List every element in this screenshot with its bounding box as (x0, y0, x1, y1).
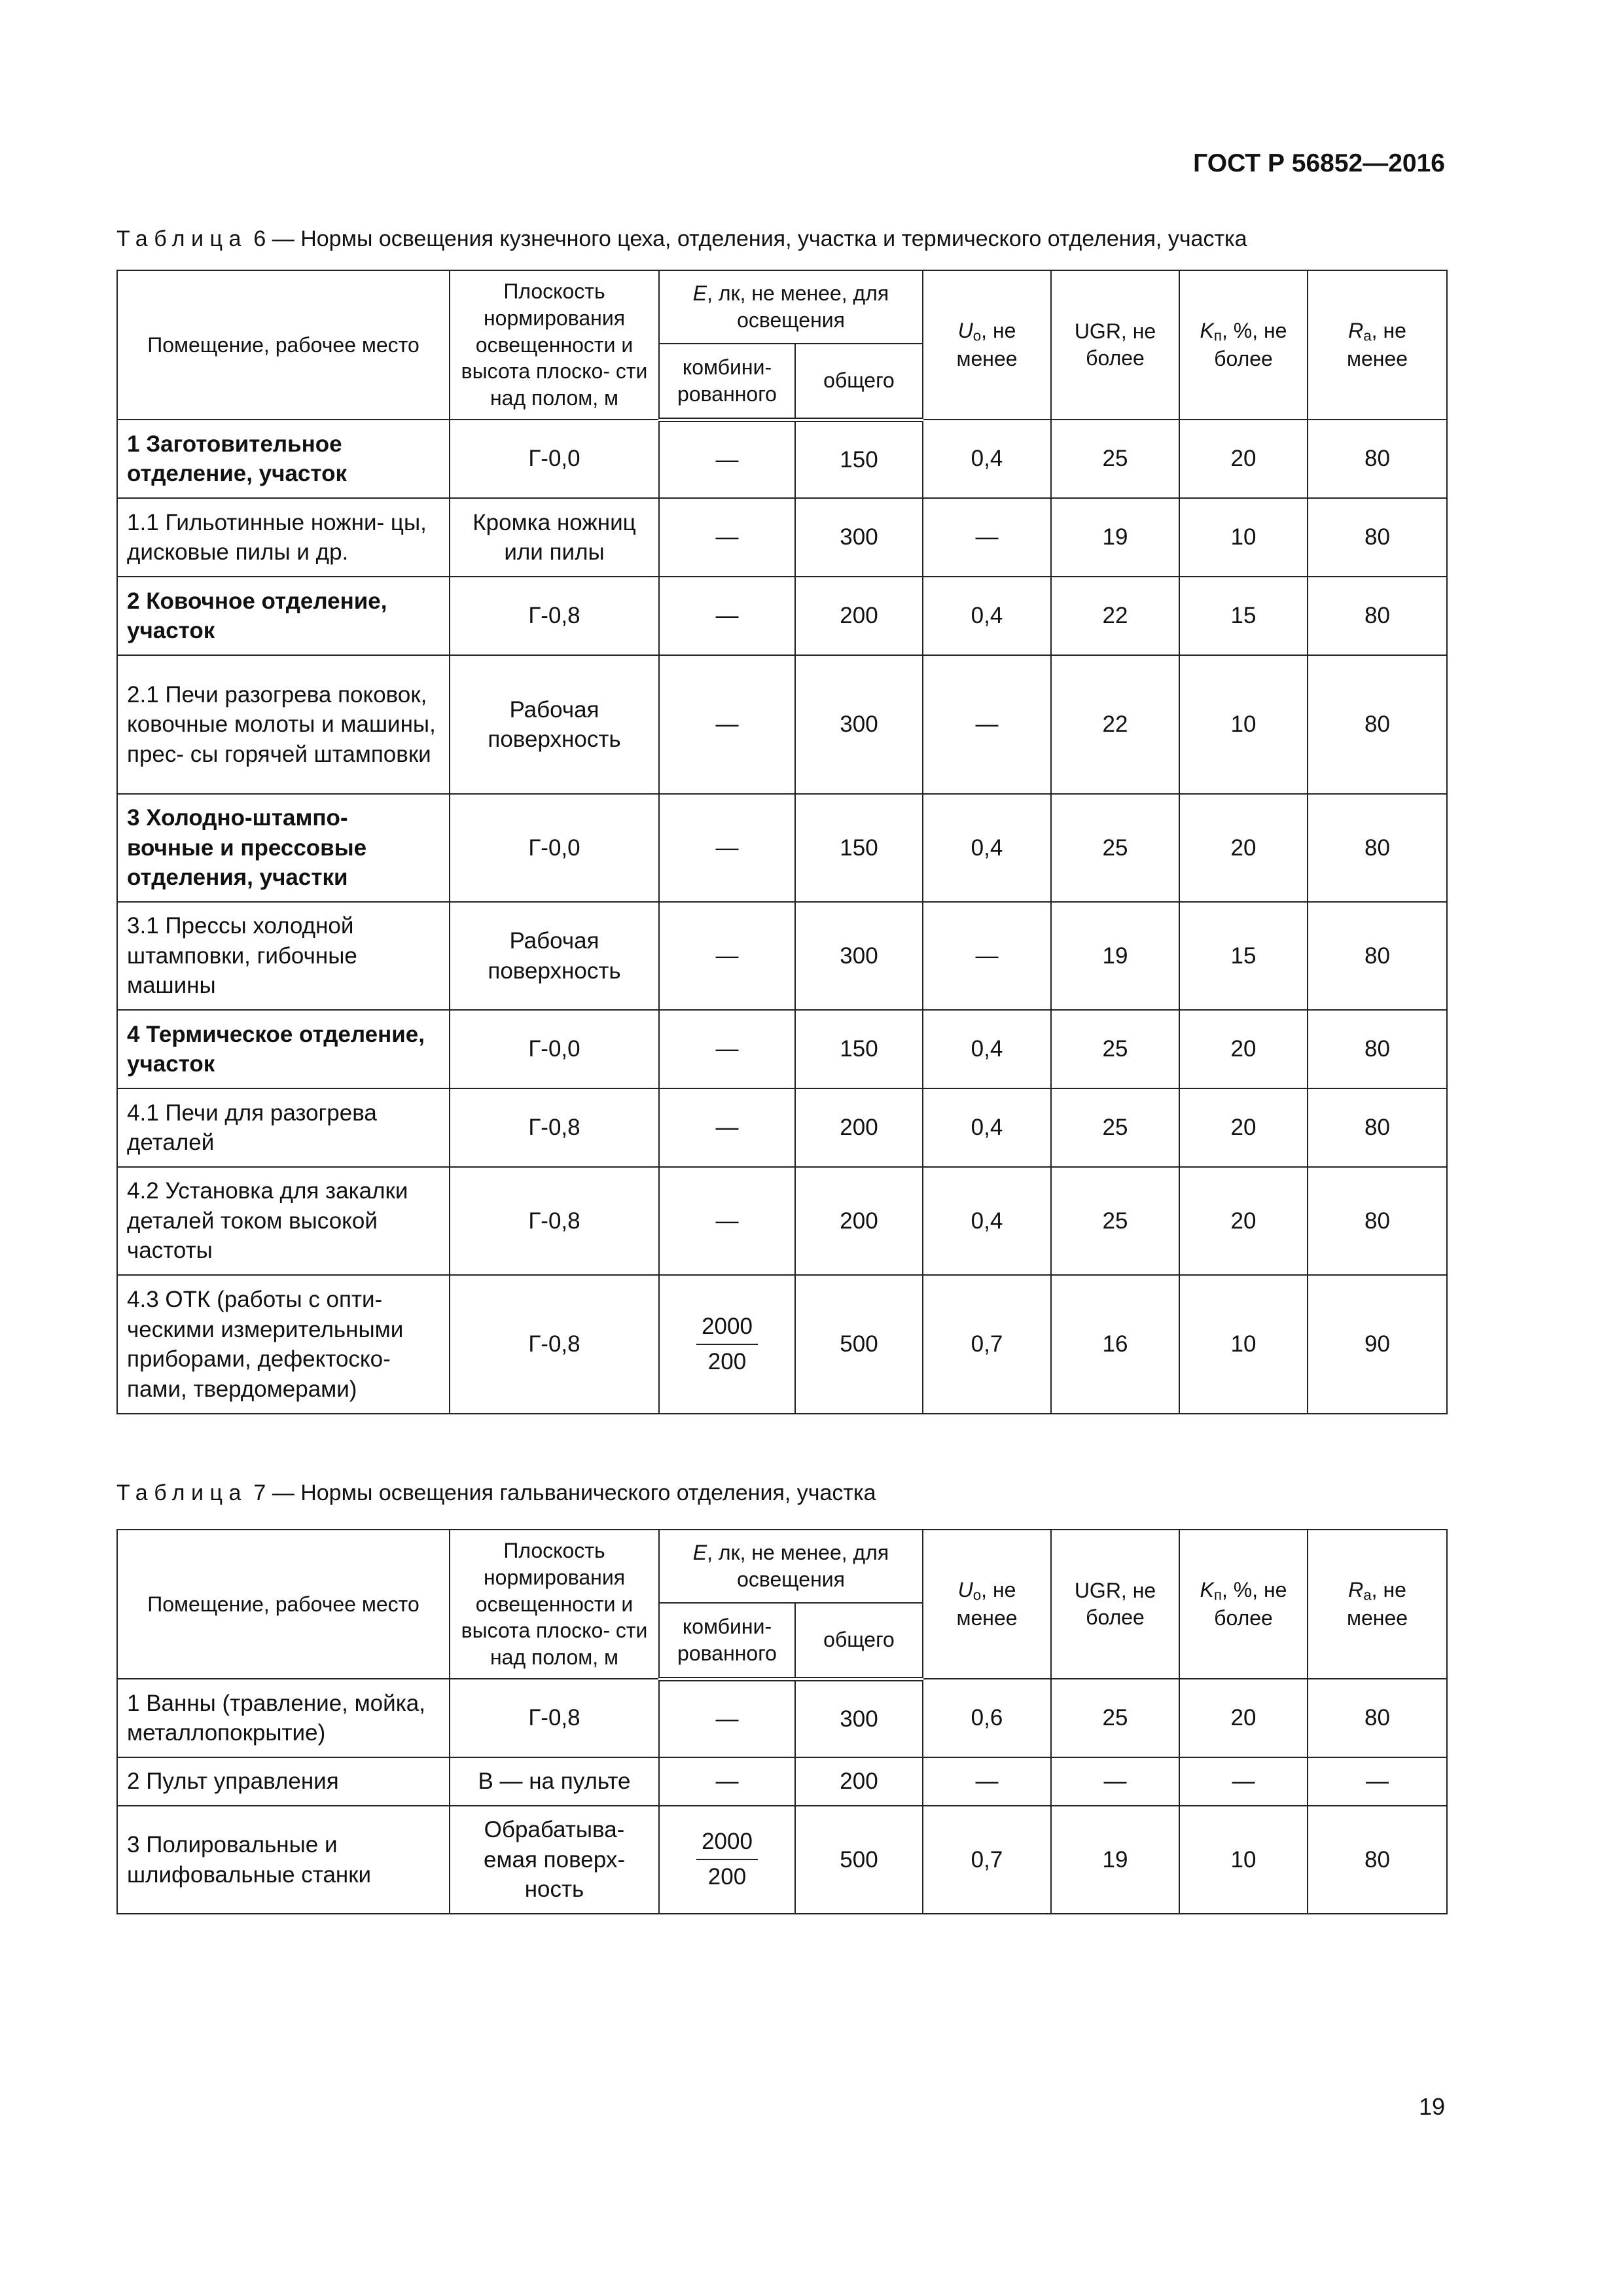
row-plane: В — на пульте (450, 1757, 659, 1806)
row-e-general: 150 (795, 794, 923, 902)
row-name: 4 Термическое отделение, участок (117, 1010, 450, 1088)
row-ra: 80 (1308, 794, 1447, 902)
row-ra: 80 (1308, 1010, 1447, 1088)
row-ugr: 25 (1051, 1010, 1179, 1088)
table-row (117, 577, 1447, 655)
row-plane: Г-0,8 (450, 1679, 659, 1757)
row-uo: 0,4 (923, 794, 1051, 902)
row-name: 1 Ванны (травление, мойка, металлопокрытие) (117, 1679, 450, 1757)
row-name: 3.1 Прессы холодной штамповки, гибочные машины (117, 902, 450, 1010)
row-e-combined: — (659, 498, 795, 577)
row-ugr: 16 (1051, 1275, 1179, 1414)
header-uo (923, 270, 1051, 420)
row-kp: 20 (1179, 420, 1308, 498)
row-kp: 10 (1179, 1275, 1308, 1414)
row-e-general: 500 (795, 1806, 923, 1914)
table-7-caption (116, 1480, 876, 1506)
fraction-denominator: 200 (707, 1864, 747, 1890)
row-uo: — (923, 902, 1051, 1010)
row-ugr: 25 (1051, 420, 1179, 498)
row-kp: 20 (1179, 1679, 1308, 1757)
row-ra: 80 (1308, 1088, 1447, 1167)
row-ra: 80 (1308, 1679, 1447, 1757)
header-ra-subscript: a (1363, 1587, 1372, 1604)
row-uo: 0,7 (923, 1275, 1051, 1414)
header-kp-symbol: K (1200, 319, 1214, 343)
table-row (117, 1010, 1447, 1088)
row-e-general: 500 (795, 1275, 923, 1414)
row-uo: 0,4 (923, 1088, 1051, 1167)
row-uo: — (923, 498, 1051, 577)
table-row (117, 1088, 1447, 1167)
header-room: Помещение, рабочее место (117, 270, 450, 420)
header-general: общего (795, 344, 923, 420)
row-e-combined: — (659, 1167, 795, 1275)
row-ra: 90 (1308, 1275, 1447, 1414)
row-ugr: 25 (1051, 1167, 1179, 1275)
row-e-combined: — (659, 1679, 795, 1757)
row-ra: 80 (1308, 655, 1447, 794)
row-kp: 20 (1179, 1088, 1308, 1167)
row-e-combined: — (659, 1088, 795, 1167)
header-uo (923, 1530, 1051, 1679)
header-ra-symbol: R (1348, 319, 1364, 343)
header-general: общего (795, 1603, 923, 1679)
row-ra: 80 (1308, 902, 1447, 1010)
row-e-general: 200 (795, 1757, 923, 1806)
header-e-text: , лк, не менее, для освещения (707, 1541, 889, 1591)
header-ra-text: , не менее (1346, 319, 1408, 371)
table-7 (116, 1529, 1448, 1914)
row-plane: Г-0,8 (450, 1275, 659, 1414)
row-uo: 0,4 (923, 1010, 1051, 1088)
row-kp: 20 (1179, 1010, 1308, 1088)
row-e-general: 300 (795, 655, 923, 794)
header-combined: комбини- рованного (659, 344, 795, 420)
row-ugr: 19 (1051, 1806, 1179, 1914)
row-plane: Г-0,8 (450, 1088, 659, 1167)
row-e-combined: — (659, 655, 795, 794)
row-uo: 0,4 (923, 1167, 1051, 1275)
row-name: 2 Ковочное отделение, участок (117, 577, 450, 655)
header-ugr: UGR, не более (1051, 1530, 1179, 1679)
row-e-general: 200 (795, 577, 923, 655)
row-plane: Обрабатыва- емая поверх- ность (450, 1806, 659, 1914)
row-plane: Г-0,8 (450, 1167, 659, 1275)
header-uo-subscript: о (972, 1587, 982, 1604)
row-e-combined (659, 1806, 795, 1914)
row-e-general: 300 (795, 498, 923, 577)
row-plane: Г-0,8 (450, 577, 659, 655)
table-row (117, 498, 1447, 577)
fraction-numerator: 2000 (696, 1312, 758, 1345)
header-kp (1179, 1530, 1308, 1679)
fraction-denominator: 200 (707, 1348, 747, 1374)
row-ra: 80 (1308, 1167, 1447, 1275)
row-e-combined: — (659, 794, 795, 902)
row-ra: 80 (1308, 420, 1447, 498)
table-row (117, 420, 1447, 498)
header-illuminance (659, 1530, 923, 1603)
row-uo: 0,7 (923, 1806, 1051, 1914)
header-plane: Плоскость нормирования освещенности и высота плоско- сти над полом, м (450, 1530, 659, 1679)
row-kp: 20 (1179, 1167, 1308, 1275)
row-name: 4.1 Печи для разогрева деталей (117, 1088, 450, 1167)
header-uo-subscript: о (972, 327, 982, 344)
row-kp: 15 (1179, 902, 1308, 1010)
table-row (117, 1679, 1447, 1757)
row-e-general: 200 (795, 1088, 923, 1167)
row-name: 2 Пульт управления (117, 1757, 450, 1806)
row-e-general: 150 (795, 420, 923, 498)
row-plane: Г-0,0 (450, 794, 659, 902)
row-name: 4.2 Установка для закалки деталей током высокой частоты (117, 1167, 450, 1275)
table-row (117, 794, 1447, 902)
header-plane: Плоскость нормирования освещенности и высота плоско- сти над полом, м (450, 270, 659, 420)
header-uo-symbol: U (957, 1578, 973, 1602)
row-name: 1 Заготовительное отделение, участок (117, 420, 450, 498)
row-name: 3 Холодно-штампо- вочные и прессовые отделения, участки (117, 794, 450, 902)
header-ra-subscript: a (1363, 327, 1372, 344)
header-combined: комбини- рованного (659, 1603, 795, 1679)
fraction (696, 1827, 758, 1892)
header-ra (1308, 1530, 1447, 1679)
row-plane: Г-0,0 (450, 420, 659, 498)
row-plane: Кромка ножниц или пилы (450, 498, 659, 577)
document-code: ГОСТ Р 56852—2016 (1193, 149, 1445, 177)
row-kp: 15 (1179, 577, 1308, 655)
header-kp-symbol: K (1200, 1578, 1214, 1602)
header-uo-text: , не менее (956, 319, 1018, 371)
row-plane: Рабочая поверхность (450, 902, 659, 1010)
header-ra (1308, 270, 1447, 420)
table-row (117, 902, 1447, 1010)
row-kp: 10 (1179, 498, 1308, 577)
table-6-caption-label: Таблица (116, 226, 247, 251)
table-row (117, 1167, 1447, 1275)
row-e-general: 300 (795, 1679, 923, 1757)
table-7-caption-label: Таблица (116, 1480, 247, 1505)
row-name: 2.1 Печи разогрева поковок, ковочные молоты и машины, прес- сы горячей штамповки (117, 655, 450, 794)
fraction (696, 1312, 758, 1376)
row-name: 3 Полировальные и шлифовальные станки (117, 1806, 450, 1914)
row-ugr: 19 (1051, 902, 1179, 1010)
row-e-combined: — (659, 420, 795, 498)
row-e-general: 150 (795, 1010, 923, 1088)
page-number: 19 (1418, 2093, 1445, 2120)
row-uo: 0,4 (923, 420, 1051, 498)
row-ra: 80 (1308, 498, 1447, 577)
row-plane: Г-0,0 (450, 1010, 659, 1088)
row-kp: 20 (1179, 794, 1308, 902)
row-ugr: 25 (1051, 794, 1179, 902)
row-ugr: — (1051, 1757, 1179, 1806)
row-ra: — (1308, 1757, 1447, 1806)
table-7-caption-text: 7 — Нормы освещения гальванического отделения, участка (247, 1480, 876, 1505)
row-e-general: 200 (795, 1167, 923, 1275)
header-ugr: UGR, не более (1051, 270, 1179, 420)
row-plane: Рабочая поверхность (450, 655, 659, 794)
table-row (117, 1275, 1447, 1414)
header-e-text: , лк, не менее, для освещения (707, 281, 889, 332)
row-kp: — (1179, 1757, 1308, 1806)
header-e-symbol: E (692, 1541, 707, 1565)
row-e-combined: — (659, 577, 795, 655)
row-ugr: 22 (1051, 655, 1179, 794)
table-row (117, 1806, 1447, 1914)
row-uo: 0,6 (923, 1679, 1051, 1757)
header-kp-subscript: п (1213, 1587, 1222, 1604)
row-ugr: 25 (1051, 1088, 1179, 1167)
table-row (117, 1757, 1447, 1806)
row-e-combined: — (659, 1010, 795, 1088)
fraction-numerator: 2000 (696, 1827, 758, 1860)
row-e-general: 300 (795, 902, 923, 1010)
row-e-combined: — (659, 1757, 795, 1806)
row-e-combined: — (659, 902, 795, 1010)
header-ra-text: , не менее (1346, 1578, 1408, 1630)
row-ra: 80 (1308, 577, 1447, 655)
row-ugr: 25 (1051, 1679, 1179, 1757)
row-e-combined (659, 1275, 795, 1414)
row-uo: 0,4 (923, 577, 1051, 655)
header-room: Помещение, рабочее место (117, 1530, 450, 1679)
header-uo-text: , не менее (956, 1578, 1018, 1630)
header-illuminance (659, 270, 923, 344)
header-kp-text: , %, не более (1214, 319, 1287, 371)
row-ugr: 19 (1051, 498, 1179, 577)
header-kp-text: , %, не более (1214, 1578, 1287, 1630)
header-e-symbol: E (692, 281, 707, 306)
header-ra-symbol: R (1348, 1578, 1364, 1602)
table-6-caption (116, 226, 1247, 252)
table-6 (116, 270, 1448, 1414)
table-row (117, 655, 1447, 794)
header-kp-subscript: п (1213, 327, 1222, 344)
row-name: 4.3 ОТК (работы с опти- ческими измерительными приборами, дефектоско- пами, твердомерами) (117, 1275, 450, 1414)
row-uo: — (923, 1757, 1051, 1806)
row-kp: 10 (1179, 655, 1308, 794)
header-uo-symbol: U (957, 319, 973, 343)
row-ra: 80 (1308, 1806, 1447, 1914)
row-uo: — (923, 655, 1051, 794)
header-kp (1179, 270, 1308, 420)
table-6-caption-text: 6 — Нормы освещения кузнечного цеха, отделения, участка и термического отделения, участка (247, 226, 1247, 251)
row-name: 1.1 Гильотинные ножни- цы, дисковые пилы и др. (117, 498, 450, 577)
row-kp: 10 (1179, 1806, 1308, 1914)
row-ugr: 22 (1051, 577, 1179, 655)
